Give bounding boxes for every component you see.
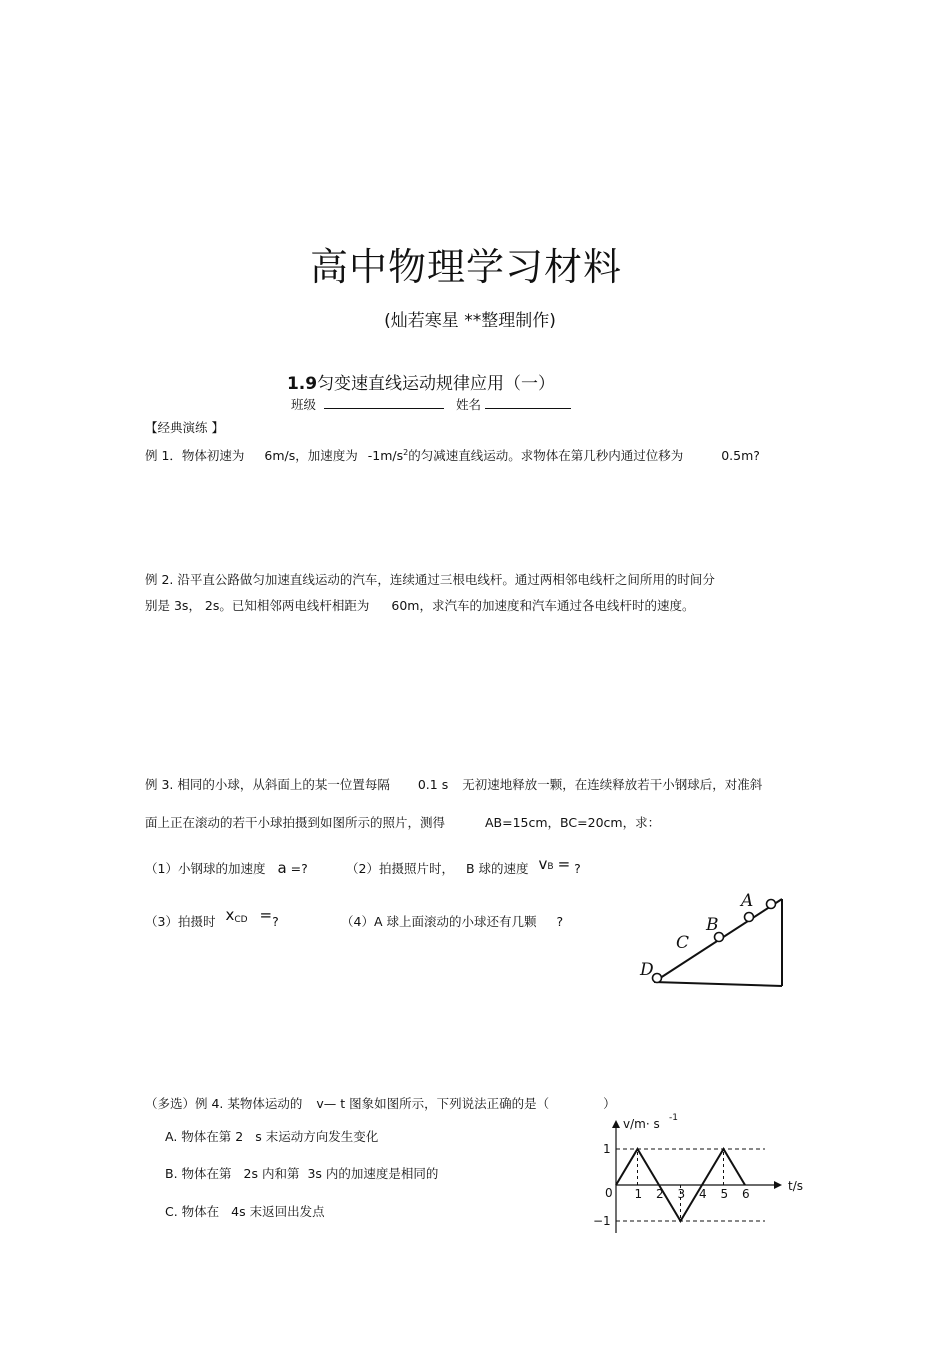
- ex1-sup: 2: [403, 447, 409, 457]
- ex2-text-b: 60m，求汽车的加速度和汽车通过各电线杆时的速度。: [391, 598, 695, 613]
- q3-end: ?: [272, 914, 279, 929]
- class-label: 班级: [291, 397, 317, 412]
- q2-text: （2）拍摄照片时，: [346, 861, 454, 876]
- ex3-text-d: 面上正在滚动的若干小球拍摄到如图所示的照片，测得: [145, 815, 446, 830]
- q2-equals: =: [557, 855, 571, 873]
- x-tick-label: 6: [742, 1187, 750, 1201]
- incline-figure: [630, 885, 790, 995]
- option-a[interactable]: [165, 1127, 378, 1145]
- vt-chart: [585, 1108, 815, 1233]
- class-field[interactable]: [324, 396, 444, 409]
- lesson-name: 匀变速直线运动规律应用（一）: [317, 374, 556, 394]
- x-tick-label: 4: [699, 1187, 707, 1201]
- x-tick-label: 2: [656, 1187, 664, 1201]
- section-heading: 【经典演练 】: [145, 420, 224, 435]
- q1-symbol: a: [277, 859, 287, 877]
- q1-text: （1）小钢球的加速度: [145, 861, 266, 876]
- example-3-line-1: [145, 775, 762, 793]
- option-a-text-b: s 末运动方向发生变化: [255, 1129, 379, 1144]
- example-1: [145, 446, 760, 464]
- q3-text: （3）拍摄时: [145, 914, 216, 929]
- y-axis-arrow: [612, 1120, 620, 1128]
- label-d: D: [640, 960, 654, 980]
- ball-a: [767, 900, 776, 909]
- q2-text-b: B 球的速度: [465, 861, 529, 876]
- ball-d: [653, 974, 662, 983]
- ex3-text-c: 无初速地释放一颗，在连续释放若干小钢球后，对准斜: [462, 777, 763, 792]
- q2-subscript: B: [547, 862, 554, 872]
- q1-end: =?: [290, 861, 308, 876]
- option-c[interactable]: [165, 1202, 325, 1220]
- student-info-line: [291, 395, 571, 413]
- ex1-text-a: 例 1．物体初速为: [145, 448, 245, 463]
- label-a: A: [741, 891, 754, 911]
- y-tick-label: −1: [593, 1214, 611, 1228]
- x-tick-label: 5: [720, 1187, 729, 1201]
- ex4-stem-c: ）: [603, 1096, 616, 1111]
- q4-text: （4）A 球上面滚动的小球还有几颗: [341, 914, 537, 929]
- ex1-text-e: 0.5m?: [721, 448, 760, 463]
- x-tick-label: 3: [677, 1187, 686, 1201]
- example-3-line-2: [145, 813, 660, 831]
- ex4-stem-b: v— t 图象如图所示，下列说法正确的是（: [316, 1096, 550, 1111]
- ex3-text-a: 例 3. 相同的小球，从斜面上的某一位置每隔: [145, 777, 390, 792]
- chart-origin: 0: [605, 1186, 613, 1200]
- x-axis-arrow: [774, 1181, 782, 1189]
- ex1-text-c: -1m/s: [367, 448, 404, 463]
- option-a-text-a: A. 物体在第 2: [165, 1129, 244, 1144]
- q3-subscript: CD: [234, 915, 248, 925]
- name-label: 姓名: [455, 397, 481, 412]
- name-field[interactable]: [485, 396, 571, 409]
- example-2-line-1: 例 2. 沿平直公路做匀加速直线运动的汽车，连续通过三根电线杆。通过两相邻电线杆之间所用的时间分: [145, 572, 715, 587]
- example-4-stem: [145, 1094, 616, 1112]
- ex3-text-b: 0.1 s: [417, 777, 449, 792]
- chart-ylabel: v/m· s: [623, 1117, 660, 1131]
- x-tick-label: 1: [634, 1187, 643, 1201]
- page-title: 高中物理学习材料: [309, 245, 622, 289]
- q2-symbol: v: [538, 855, 548, 873]
- page-subtitle: (灿若寒星 **整理制作): [384, 311, 556, 331]
- option-b[interactable]: [165, 1164, 438, 1182]
- q4-end: ?: [556, 914, 564, 929]
- chart-ylabel-sup: -1: [669, 1113, 678, 1123]
- chart-xlabel: t/s: [788, 1179, 803, 1193]
- lesson-heading: [0, 369, 842, 394]
- ex3-question-3: [145, 906, 279, 930]
- ex2-text-a: 别是 3s， 2s。已知相邻两电线杆相距为: [145, 598, 370, 613]
- ball-b: [745, 913, 754, 922]
- ex3-question-2: [346, 855, 581, 877]
- ex1-text-d: 的匀减速直线运动。求物体在第几秒内通过位移为: [408, 448, 684, 463]
- ex3-question-4: [341, 912, 563, 930]
- label-b: B: [706, 915, 719, 935]
- y-tick-label: 1: [603, 1142, 611, 1156]
- option-b-text-b: 2s 内和第: [243, 1166, 300, 1181]
- ex3-question-1: [145, 859, 308, 877]
- option-c-text-b: 4s 末返回出发点: [231, 1204, 325, 1219]
- lesson-number: 1.9: [286, 374, 318, 394]
- q2-end: ?: [574, 861, 581, 876]
- label-c: C: [676, 933, 690, 953]
- option-b-text-c: 3s 内的加速度是相同的: [307, 1166, 439, 1181]
- ex1-text-b: 6m/s，加速度为: [264, 448, 358, 463]
- incline-base: [654, 982, 782, 986]
- example-2-line-2: [145, 596, 694, 614]
- option-c-text-a: C. 物体在: [165, 1204, 220, 1219]
- q3-equals: =: [259, 906, 273, 924]
- ex3-text-e: AB=15cm，BC=20cm，求：: [485, 815, 661, 830]
- option-b-text-a: B. 物体在第: [165, 1166, 232, 1181]
- q3-symbol: x: [225, 906, 235, 924]
- ex4-stem-a: （多选）例 4. 某物体运动的: [145, 1096, 303, 1111]
